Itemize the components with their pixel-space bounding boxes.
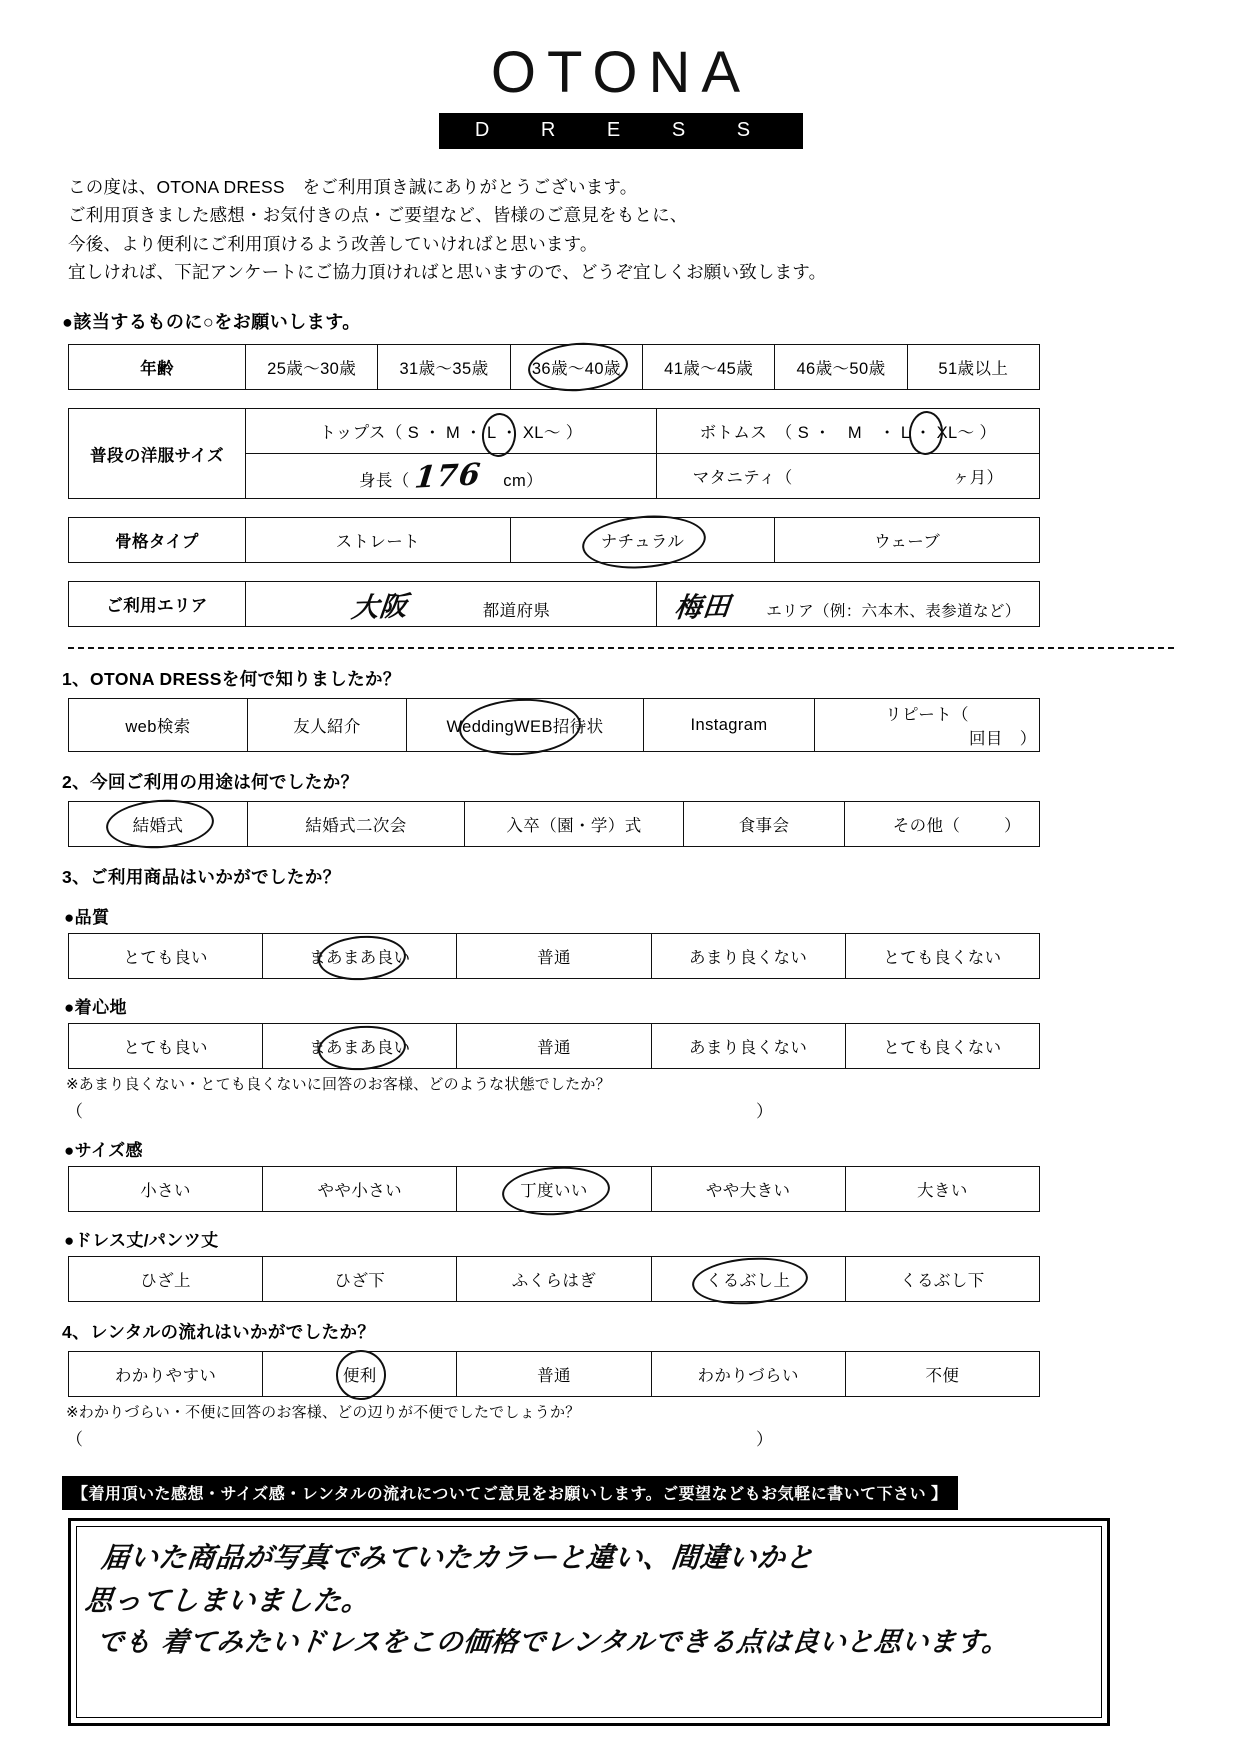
q3-length-subhead: ●ドレス丈/パンツ丈 bbox=[64, 1231, 219, 1251]
table-row bbox=[69, 582, 1040, 627]
quality-option-normal[interactable]: 普通 bbox=[457, 934, 651, 979]
bone-type-option-natural-label: ナチュラル bbox=[600, 533, 685, 552]
fit-option-large[interactable]: 大きい bbox=[845, 1167, 1039, 1212]
bone-type-table bbox=[68, 517, 1040, 563]
length-option-above-ankle-label: くるぶし上 bbox=[705, 1272, 791, 1291]
q2-option-after-party[interactable]: 結婚式二次会 bbox=[248, 802, 465, 847]
instruction-lead: ●該当するものに○をお願いします。 bbox=[62, 312, 361, 333]
area-caption: エリア（例：六本木、表参道など） bbox=[766, 602, 1021, 620]
age-option-41-45[interactable]: 41歳～45歳 bbox=[642, 345, 774, 390]
free-comment-handwriting bbox=[83, 1537, 1093, 1663]
age-option-25-30[interactable]: 25歳～30歳 bbox=[246, 345, 378, 390]
q2-option-school-ceremony[interactable]: 入卒（園・学）式 bbox=[465, 802, 684, 847]
fit-option-just-right-label: 丁度いい bbox=[520, 1182, 588, 1201]
table-row bbox=[69, 345, 1040, 390]
height-cell[interactable] bbox=[246, 454, 657, 499]
tops-size-label: トップス（ S ・ M ・ L ・ XL～ ） bbox=[319, 424, 583, 443]
free-comment-line-2: 思ってしまいました。 bbox=[83, 1583, 372, 1617]
table-row bbox=[69, 1257, 1040, 1302]
intro-paragraph bbox=[68, 173, 1242, 286]
open-paren: （ bbox=[66, 1430, 83, 1450]
clothing-size-table bbox=[68, 408, 1040, 499]
age-option-36-40-label: 36歳～40歳 bbox=[531, 360, 621, 379]
maternity-unit: ヶ月） bbox=[952, 469, 1004, 488]
height-prefix: 身長（ bbox=[359, 471, 410, 490]
comfort-option-fairly-good[interactable] bbox=[263, 1024, 457, 1069]
area-value: 梅田 bbox=[673, 590, 733, 624]
q1-option-friend-referral[interactable]: 友人紹介 bbox=[248, 699, 407, 752]
height-unit: cm） bbox=[503, 471, 543, 490]
tops-size-cell[interactable] bbox=[246, 409, 657, 454]
bottoms-size-label: ボトムス （ S ・ M ・ L ・ XL～ ） bbox=[699, 424, 997, 443]
length-option-above-knee[interactable]: ひざ上 bbox=[69, 1257, 263, 1302]
table-row bbox=[69, 699, 1040, 752]
q1-option-wedding-web[interactable] bbox=[407, 699, 644, 752]
intro-line-4: 宜しければ、下記アンケートにご協力頂ければと思いますので、どうぞ宜しくお願い致します。 bbox=[68, 262, 827, 283]
comfort-option-not-very-good[interactable]: あまり良くない bbox=[651, 1024, 845, 1069]
q2-option-other-label: その他（ bbox=[892, 817, 961, 836]
fit-option-just-right[interactable] bbox=[457, 1167, 651, 1212]
age-option-51-plus[interactable]: 51歳以上 bbox=[907, 345, 1039, 390]
age-option-31-35[interactable]: 31歳～35歳 bbox=[378, 345, 510, 390]
section-divider bbox=[68, 647, 1174, 649]
close-paren: ） bbox=[756, 1102, 773, 1122]
intro-line-3: 今後、より便利にご利用頂けるよう改善していければと思います。 bbox=[68, 233, 598, 254]
q4-answer-line[interactable] bbox=[66, 1425, 966, 1450]
fit-option-small[interactable]: 小さい bbox=[69, 1167, 263, 1212]
q1-heading: 1、OTONA DRESSを何で知りましたか？ bbox=[62, 669, 401, 690]
q1-option-instagram[interactable]: Instagram bbox=[644, 699, 815, 752]
q2-option-other[interactable] bbox=[845, 802, 1040, 847]
q3-comfort-subhead: ●着心地 bbox=[64, 998, 127, 1018]
q3-comfort-note: ※あまり良くない・とても良くないに回答のお客様、どのような状態でしたか？ bbox=[66, 1076, 611, 1094]
age-option-46-50[interactable]: 46歳～50歳 bbox=[775, 345, 907, 390]
brand-logo bbox=[0, 0, 1242, 149]
q4-note: ※わかりづらい・不便に回答のお客様、どの辺りが不便でしたでしょうか？ bbox=[66, 1404, 581, 1422]
q4-option-convenient-label: 便利 bbox=[342, 1367, 377, 1386]
logo-dress-bar: D R E S S bbox=[439, 113, 803, 149]
table-row bbox=[69, 518, 1040, 563]
q3-fit-subhead: ●サイズ感 bbox=[64, 1141, 143, 1161]
bone-type-label: 骨格タイプ bbox=[69, 518, 246, 563]
length-option-below-ankle[interactable]: くるぶし下 bbox=[845, 1257, 1039, 1302]
bone-type-option-straight[interactable]: ストレート bbox=[246, 518, 511, 563]
quality-option-very-bad[interactable]: とても良くない bbox=[845, 934, 1039, 979]
table-row bbox=[69, 802, 1040, 847]
comfort-option-very-good[interactable]: とても良い bbox=[69, 1024, 263, 1069]
free-comment-box[interactable] bbox=[68, 1518, 1110, 1726]
q3-quality-subhead: ●品質 bbox=[64, 908, 110, 928]
q1-option-wedding-web-label: WeddingWEB招待状 bbox=[446, 718, 604, 737]
table-row bbox=[69, 409, 1040, 454]
quality-option-fairly-good-label: まあまあ良い bbox=[309, 949, 411, 968]
maternity-cell[interactable] bbox=[657, 454, 1040, 499]
q3-quality-table bbox=[68, 933, 1040, 979]
q4-table bbox=[68, 1351, 1040, 1397]
q2-option-wedding[interactable] bbox=[69, 802, 248, 847]
q1-option-repeat[interactable] bbox=[815, 699, 1040, 752]
fit-option-slightly-small[interactable]: やや小さい bbox=[263, 1167, 457, 1212]
table-row bbox=[69, 1352, 1040, 1397]
q3-comfort-table bbox=[68, 1023, 1040, 1069]
bone-type-option-wave[interactable]: ウェーブ bbox=[775, 518, 1040, 563]
table-row bbox=[69, 934, 1040, 979]
free-comment-line-3: でも 着てみたいドレスをこの価格でレンタルできる点は良いと思います。 bbox=[94, 1627, 1011, 1659]
quality-option-not-very-good[interactable]: あまり良くない bbox=[651, 934, 845, 979]
bottoms-size-cell[interactable] bbox=[657, 409, 1040, 454]
age-option-36-40[interactable] bbox=[510, 345, 642, 390]
comfort-option-very-bad[interactable]: とても良くない bbox=[845, 1024, 1039, 1069]
quality-option-fairly-good[interactable] bbox=[263, 934, 457, 979]
q4-option-hard-to-understand[interactable]: わかりづらい bbox=[651, 1352, 845, 1397]
comfort-option-normal[interactable]: 普通 bbox=[457, 1024, 651, 1069]
q4-option-convenient[interactable] bbox=[263, 1352, 457, 1397]
prefecture-cell[interactable] bbox=[246, 582, 657, 627]
length-option-above-ankle[interactable] bbox=[651, 1257, 845, 1302]
q4-option-easy-to-understand[interactable]: わかりやすい bbox=[69, 1352, 263, 1397]
q4-option-normal[interactable]: 普通 bbox=[457, 1352, 651, 1397]
maternity-prefix: マタニティ（ bbox=[692, 469, 793, 488]
height-value: 176 bbox=[412, 457, 483, 496]
intro-line-1: この度は、OTONA DRESS をご利用頂き誠にありがとうございます。 bbox=[68, 177, 638, 197]
table-row bbox=[69, 1167, 1040, 1212]
prefecture-caption: 都道府県 bbox=[482, 601, 551, 620]
length-option-below-knee[interactable]: ひざ下 bbox=[263, 1257, 457, 1302]
q1-option-repeat-label: リピート（ bbox=[885, 706, 969, 725]
q2-heading: 2、今回ご利用の用途は何でしたか？ bbox=[62, 772, 359, 793]
comfort-option-fairly-good-label: まあまあ良い bbox=[309, 1039, 411, 1058]
fit-option-slightly-large[interactable]: やや大きい bbox=[651, 1167, 845, 1212]
q2-option-dining[interactable]: 食事会 bbox=[684, 802, 845, 847]
q2-other-suffix: ） bbox=[1004, 817, 1021, 836]
q3-length-table bbox=[68, 1256, 1040, 1302]
close-paren: ） bbox=[756, 1430, 773, 1450]
intro-line-2: ご利用頂きました感想・お気付きの点・ご要望など、皆様のご意見をもとに、 bbox=[68, 205, 688, 226]
area-name-cell[interactable] bbox=[657, 582, 1040, 627]
q3-heading: 3、ご利用商品はいかがでしたか？ bbox=[62, 867, 341, 888]
area-table bbox=[68, 581, 1040, 627]
q4-heading: 4、レンタルの流れはいかがでしたか？ bbox=[62, 1322, 376, 1343]
table-row bbox=[69, 1024, 1040, 1069]
logo-otona-text: OTONA bbox=[490, 40, 752, 105]
q3-fit-table bbox=[68, 1166, 1040, 1212]
q3-comfort-answer-line[interactable] bbox=[66, 1097, 966, 1122]
free-comment-line-1: 届いた商品が写真でみていたカラーと違い、間違いかと bbox=[99, 1541, 816, 1575]
area-label: ご利用エリア bbox=[69, 582, 246, 627]
q1-repeat-suffix: 回目 ） bbox=[969, 730, 1037, 749]
q1-option-web-search[interactable]: web検索 bbox=[69, 699, 248, 752]
age-table bbox=[68, 344, 1040, 390]
free-comment-banner: 【着用頂いた感想・サイズ感・レンタルの流れについてご意見をお願いします。ご要望などもお気軽に書いて下さい 】 bbox=[62, 1476, 958, 1510]
q2-table bbox=[68, 801, 1040, 847]
open-paren: （ bbox=[66, 1102, 83, 1122]
prefecture-value: 大阪 bbox=[349, 590, 410, 624]
q1-table bbox=[68, 698, 1040, 752]
clothing-size-label: 普段の洋服サイズ bbox=[69, 409, 246, 499]
age-label: 年齢 bbox=[69, 345, 246, 390]
quality-option-very-good[interactable]: とても良い bbox=[69, 934, 263, 979]
bone-type-option-natural[interactable] bbox=[510, 518, 775, 563]
q4-option-inconvenient[interactable]: 不便 bbox=[845, 1352, 1039, 1397]
q2-option-wedding-label: 結婚式 bbox=[132, 817, 184, 836]
length-option-calf[interactable]: ふくらはぎ bbox=[457, 1257, 651, 1302]
